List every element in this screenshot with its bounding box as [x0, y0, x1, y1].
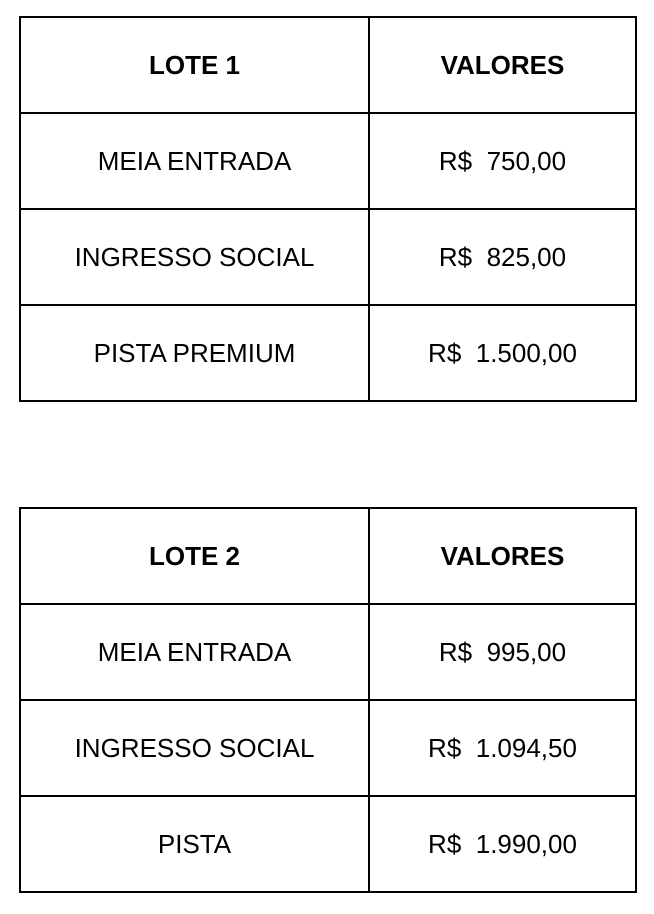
ticket-price: R$ 750,00	[369, 113, 636, 209]
price-table-lote-1	[19, 16, 637, 402]
ticket-type: MEIA ENTRADA	[20, 604, 369, 700]
table-row	[20, 796, 636, 892]
values-header: VALORES	[369, 17, 636, 113]
ticket-price: R$ 1.990,00	[369, 796, 636, 892]
ticket-type: MEIA ENTRADA	[20, 113, 369, 209]
values-header: VALORES	[369, 508, 636, 604]
table-row	[20, 700, 636, 796]
ticket-type: INGRESSO SOCIAL	[20, 700, 369, 796]
ticket-type: PISTA	[20, 796, 369, 892]
table-row	[20, 209, 636, 305]
ticket-price: R$ 1.094,50	[369, 700, 636, 796]
table-header-row	[20, 17, 636, 113]
ticket-price: R$ 1.500,00	[369, 305, 636, 401]
table-row	[20, 604, 636, 700]
ticket-type: PISTA PREMIUM	[20, 305, 369, 401]
price-table-lote-2	[19, 507, 637, 893]
table-row	[20, 113, 636, 209]
table-row	[20, 305, 636, 401]
lot-title: LOTE 2	[20, 508, 369, 604]
ticket-price: R$ 995,00	[369, 604, 636, 700]
ticket-price: R$ 825,00	[369, 209, 636, 305]
lot-title: LOTE 1	[20, 17, 369, 113]
table-header-row	[20, 508, 636, 604]
ticket-type: INGRESSO SOCIAL	[20, 209, 369, 305]
